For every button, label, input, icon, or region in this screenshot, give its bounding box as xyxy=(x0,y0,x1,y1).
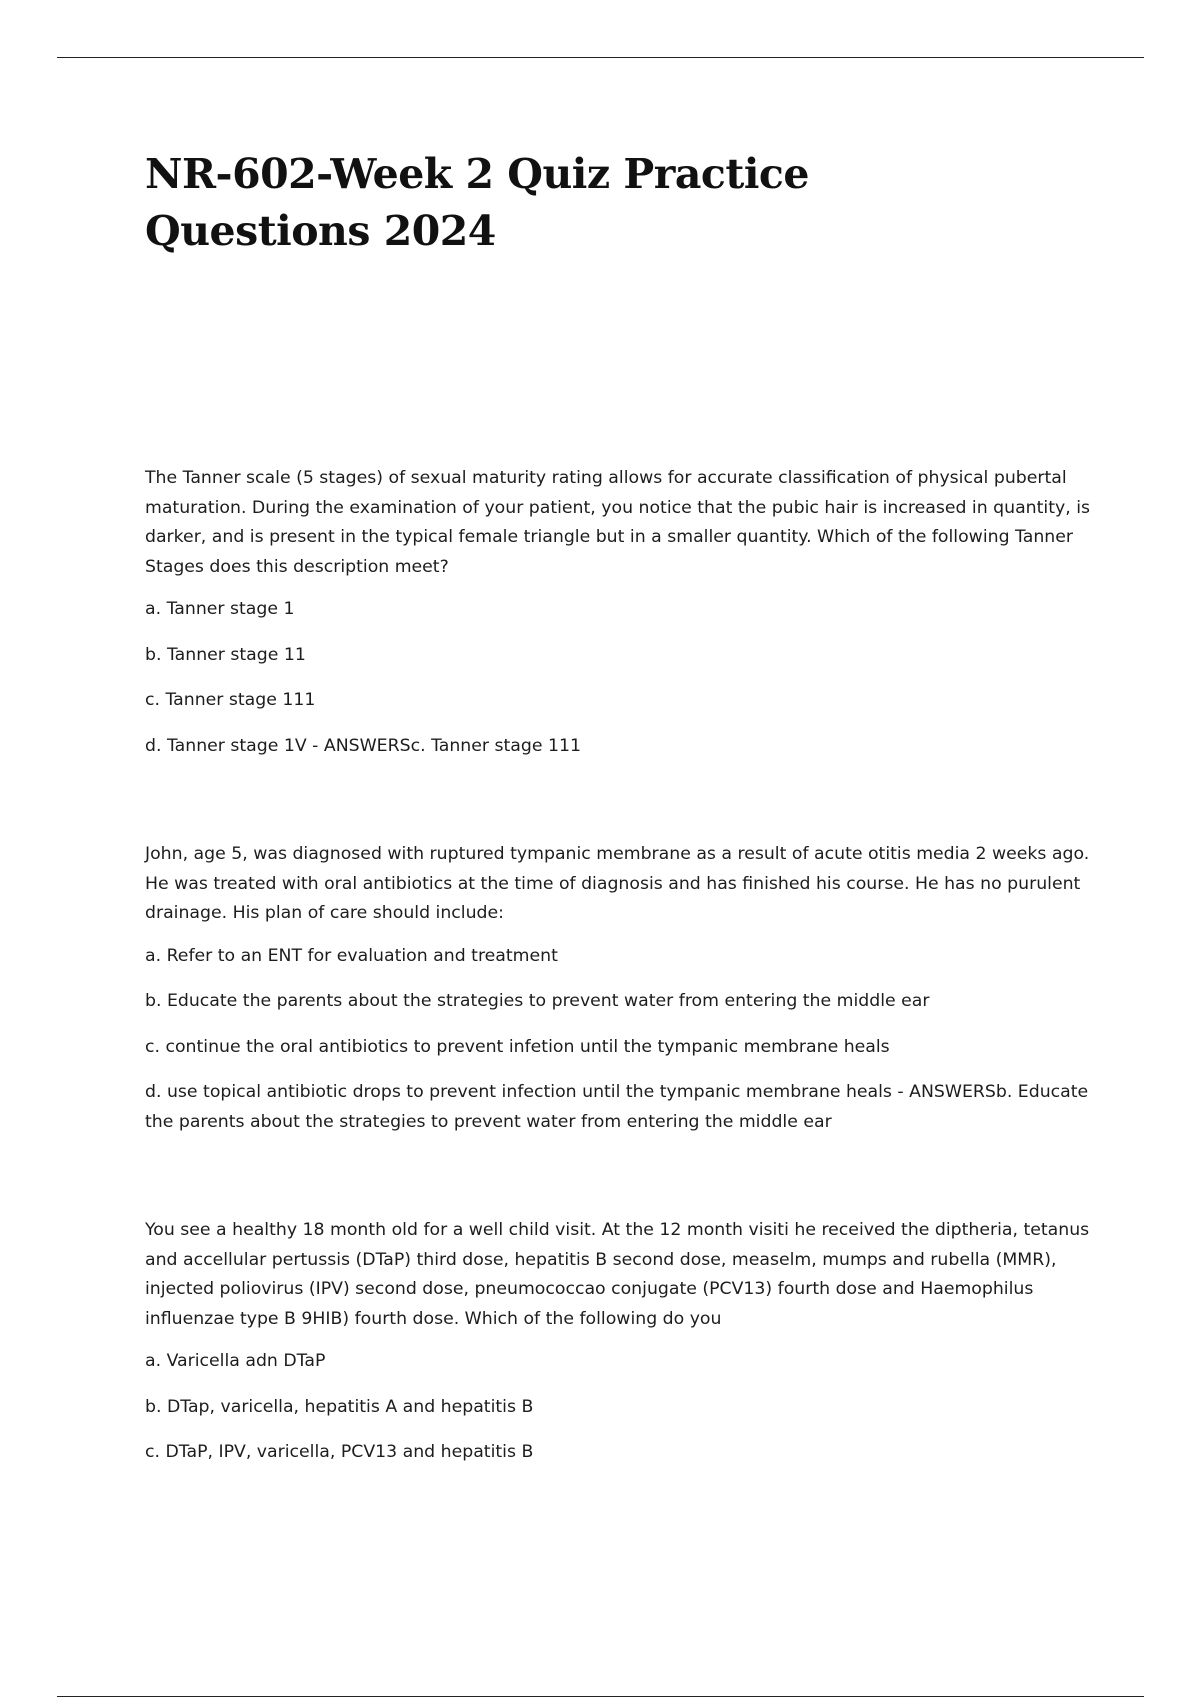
answer-option: b. Educate the parents about the strategies to prevent water from entering the middle ear xyxy=(145,991,930,1011)
answer-option: a. Tanner stage 1 xyxy=(145,599,295,619)
answer-option: d. use topical antibiotic drops to prevent infection until the tympanic membrane heals - ANSWERSb. Educate the parents about the strategies to prevent water from entering the middle ear xyxy=(145,1082,1089,1132)
answer-option: c. continue the oral antibiotics to prevent infetion until the tympanic membrane heals xyxy=(145,1036,890,1057)
answer-option: b. Tanner stage 11 xyxy=(145,644,306,665)
question-stem: John, age 5, was diagnosed with ruptured tympanic membrane as a result of acute otitis media 2 weeks ago. He was treated with oral antibiotics at the time of diagnosis and has finished his course. He has no purulent drainage. His plan of care should include: xyxy=(145,844,1090,923)
answer-option: d. Tanner stage 1V - ANSWERSc. Tanner stage 111 xyxy=(145,735,581,756)
answer-option: c. DTaP, IPV, varicella, PCV13 and hepatitis B xyxy=(145,1442,534,1462)
answer-option: c. Tanner stage 111 xyxy=(145,690,316,710)
question-3 xyxy=(145,1216,1090,1468)
question-2 xyxy=(145,840,1090,1137)
page-title: NR-602-Week 2 Quiz Practice Questions 2024 xyxy=(145,150,809,255)
question-stem: You see a healthy 18 month old for a well child visit. At the 12 month visiti he received the diptheria, tetanus and accellular pertussis (DTaP) third dose, hepatitis B second dose, measelm, mumps and rubella (MMR), injected poliovirus (IPV) second dose, pneumococcao conjugate (PCV13) fourth dose and Haemophilus influenzae type B 9HIB) fourth dose. Which of the following do you xyxy=(145,1220,1090,1329)
answer-option: a. Refer to an ENT for evaluation and treatment xyxy=(145,945,558,966)
question-stem: The Tanner scale (5 stages) of sexual maturity rating allows for accurate classification of physical pubertal maturation. During the examination of your patient, you notice that the pubic hair is increased in quantity, is darker, and is present in the typical female triangle but in a smaller quantity. Which of the following Tanner Stages does this description meet? xyxy=(145,468,1091,577)
answer-option: b. DTap, varicella, hepatitis A and hepatitis B xyxy=(145,1396,534,1417)
answer-option: a. Varicella adn DTaP xyxy=(145,1351,326,1371)
header-rule xyxy=(57,57,1144,58)
footer-rule xyxy=(57,1696,1144,1697)
question-1 xyxy=(145,464,1090,761)
question-list xyxy=(145,464,1090,1468)
